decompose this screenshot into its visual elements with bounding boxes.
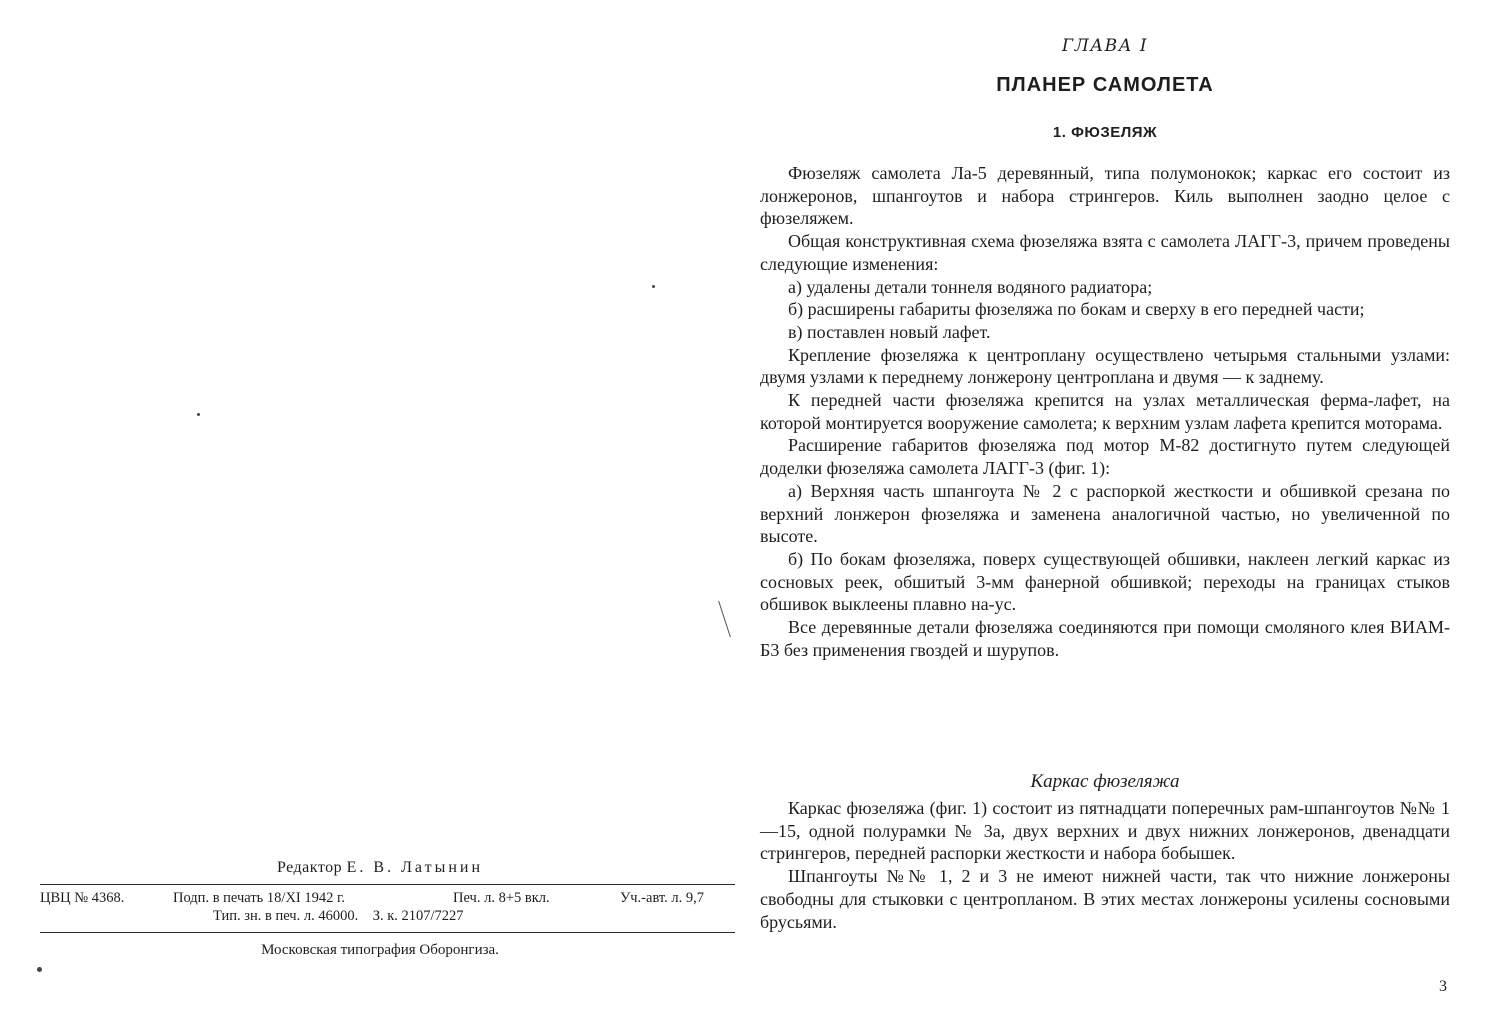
paragraph: Расширение габаритов фюзеляжа под мотор М-82 достигнуто путем следующей доделки фюзеляжа самолета ЛАГГ-3 (фиг. 1): (760, 435, 1450, 479)
paragraph: Фюзеляж самолета Ла-5 деревянный, типа полумонокок; каркас его состоит из лонжеронов, шпангоутов и набора стрингеров. Киль выполнен заодно целое с фюзеляжем. (760, 163, 1450, 229)
imprint-top-rule (40, 884, 735, 885)
list-item: в) поставлен новый лафет. (788, 321, 991, 342)
imprint-order: ЦВЦ № 4368. (40, 890, 125, 906)
part-title: ПЛАНЕР САМОЛЕТА (996, 74, 1214, 96)
paragraph: К передней части фюзеляжа крепится на узлах металлическая ферма-лафет, на которой монтируется вооружение самолета; к верхним узлам лафета крепится моторама. (760, 390, 1450, 433)
printer-credit: Московская типография Оборонгиза. (261, 942, 499, 958)
list-item: а) Верхняя часть шпангоута № 2 с распоркой жесткости и обшивкой срезана по верхний лонжерон фюзеляжа и заменена аналогичной частью, но увеличенной по высоте. (760, 480, 1450, 547)
list-item: а) удалены детали тоннеля водяного радиатора; (788, 276, 1153, 297)
imprint-signed: Подп. в печать 18/XI 1942 г. (173, 890, 345, 906)
imprint-bottom-rule (40, 932, 735, 933)
paragraph: Каркас фюзеляжа (фиг. 1) состоит из пятнадцати поперечных рам-шпангоутов №№ 1—15, одной полурамки № 3а, двух верхних и двух нижних лонжеронов, двенадцати стрингеров, передней распорки жесткости и набора бобышек. (760, 798, 1450, 864)
imprint-order-number: З. к. 2107/7227 (372, 908, 464, 924)
imprint-line-2 (213, 908, 713, 925)
right-page (760, 0, 1500, 1012)
page-number: 3 (1439, 978, 1447, 995)
imprint-author-sheets: Уч.-авт. л. 9,7 (620, 890, 705, 906)
list-item: б) расширены габариты фюзеляжа по бокам и сверху в его передней части; (788, 299, 1365, 320)
paragraph: Крепление фюзеляжа к центроплану осуществлено четырьмя стальными узлами: двумя узлами к переднему лонжерону центроплана и двумя — к заднему. (760, 344, 1450, 388)
print-speck (197, 413, 200, 416)
chapter-heading: ГЛАВА I (1061, 36, 1149, 56)
paragraph: Общая конструктивная схема фюзеляжа взята с самолета ЛАГГ-3, причем проведены следующие изменения: (760, 231, 1450, 274)
print-speck (652, 285, 655, 288)
body-text (760, 162, 1450, 661)
editor-label: Редактор (276, 859, 343, 876)
subheading: Каркас фюзеляжа (1030, 771, 1180, 792)
editor-name: Е. В. Латынин (346, 859, 484, 876)
body-text-2 (760, 797, 1450, 933)
imprint-sheets: Печ. л. 8+5 вкл. (453, 890, 550, 906)
imprint-print-run: Тип. зн. в печ. л. 46000. (213, 908, 359, 924)
section-title: 1. ФЮЗЕЛЯЖ (1052, 124, 1158, 141)
print-speck (37, 967, 42, 972)
paragraph: Все деревянные детали фюзеляжа соединяются при помощи смоляного клея ВИАМ-Б3 без применения гвоздей и шурупов. (760, 617, 1450, 660)
list-item: б) По бокам фюзеляжа, поверх существующей обшивки, наклеен легкий каркас из сосновых реек, обшитый 3-мм фанерной обшивкой; переходы на границах стыков обшивок выклеены плавно на-ус. (760, 548, 1450, 615)
paragraph: Шпангоуты №№ 1, 2 и 3 не имеют нижней части, так что нижние лонжероны свободны для стыковки с центропланом. В этих местах лонжероны усилены сосновыми брусьями. (760, 866, 1450, 932)
editor-credit (0, 859, 760, 877)
